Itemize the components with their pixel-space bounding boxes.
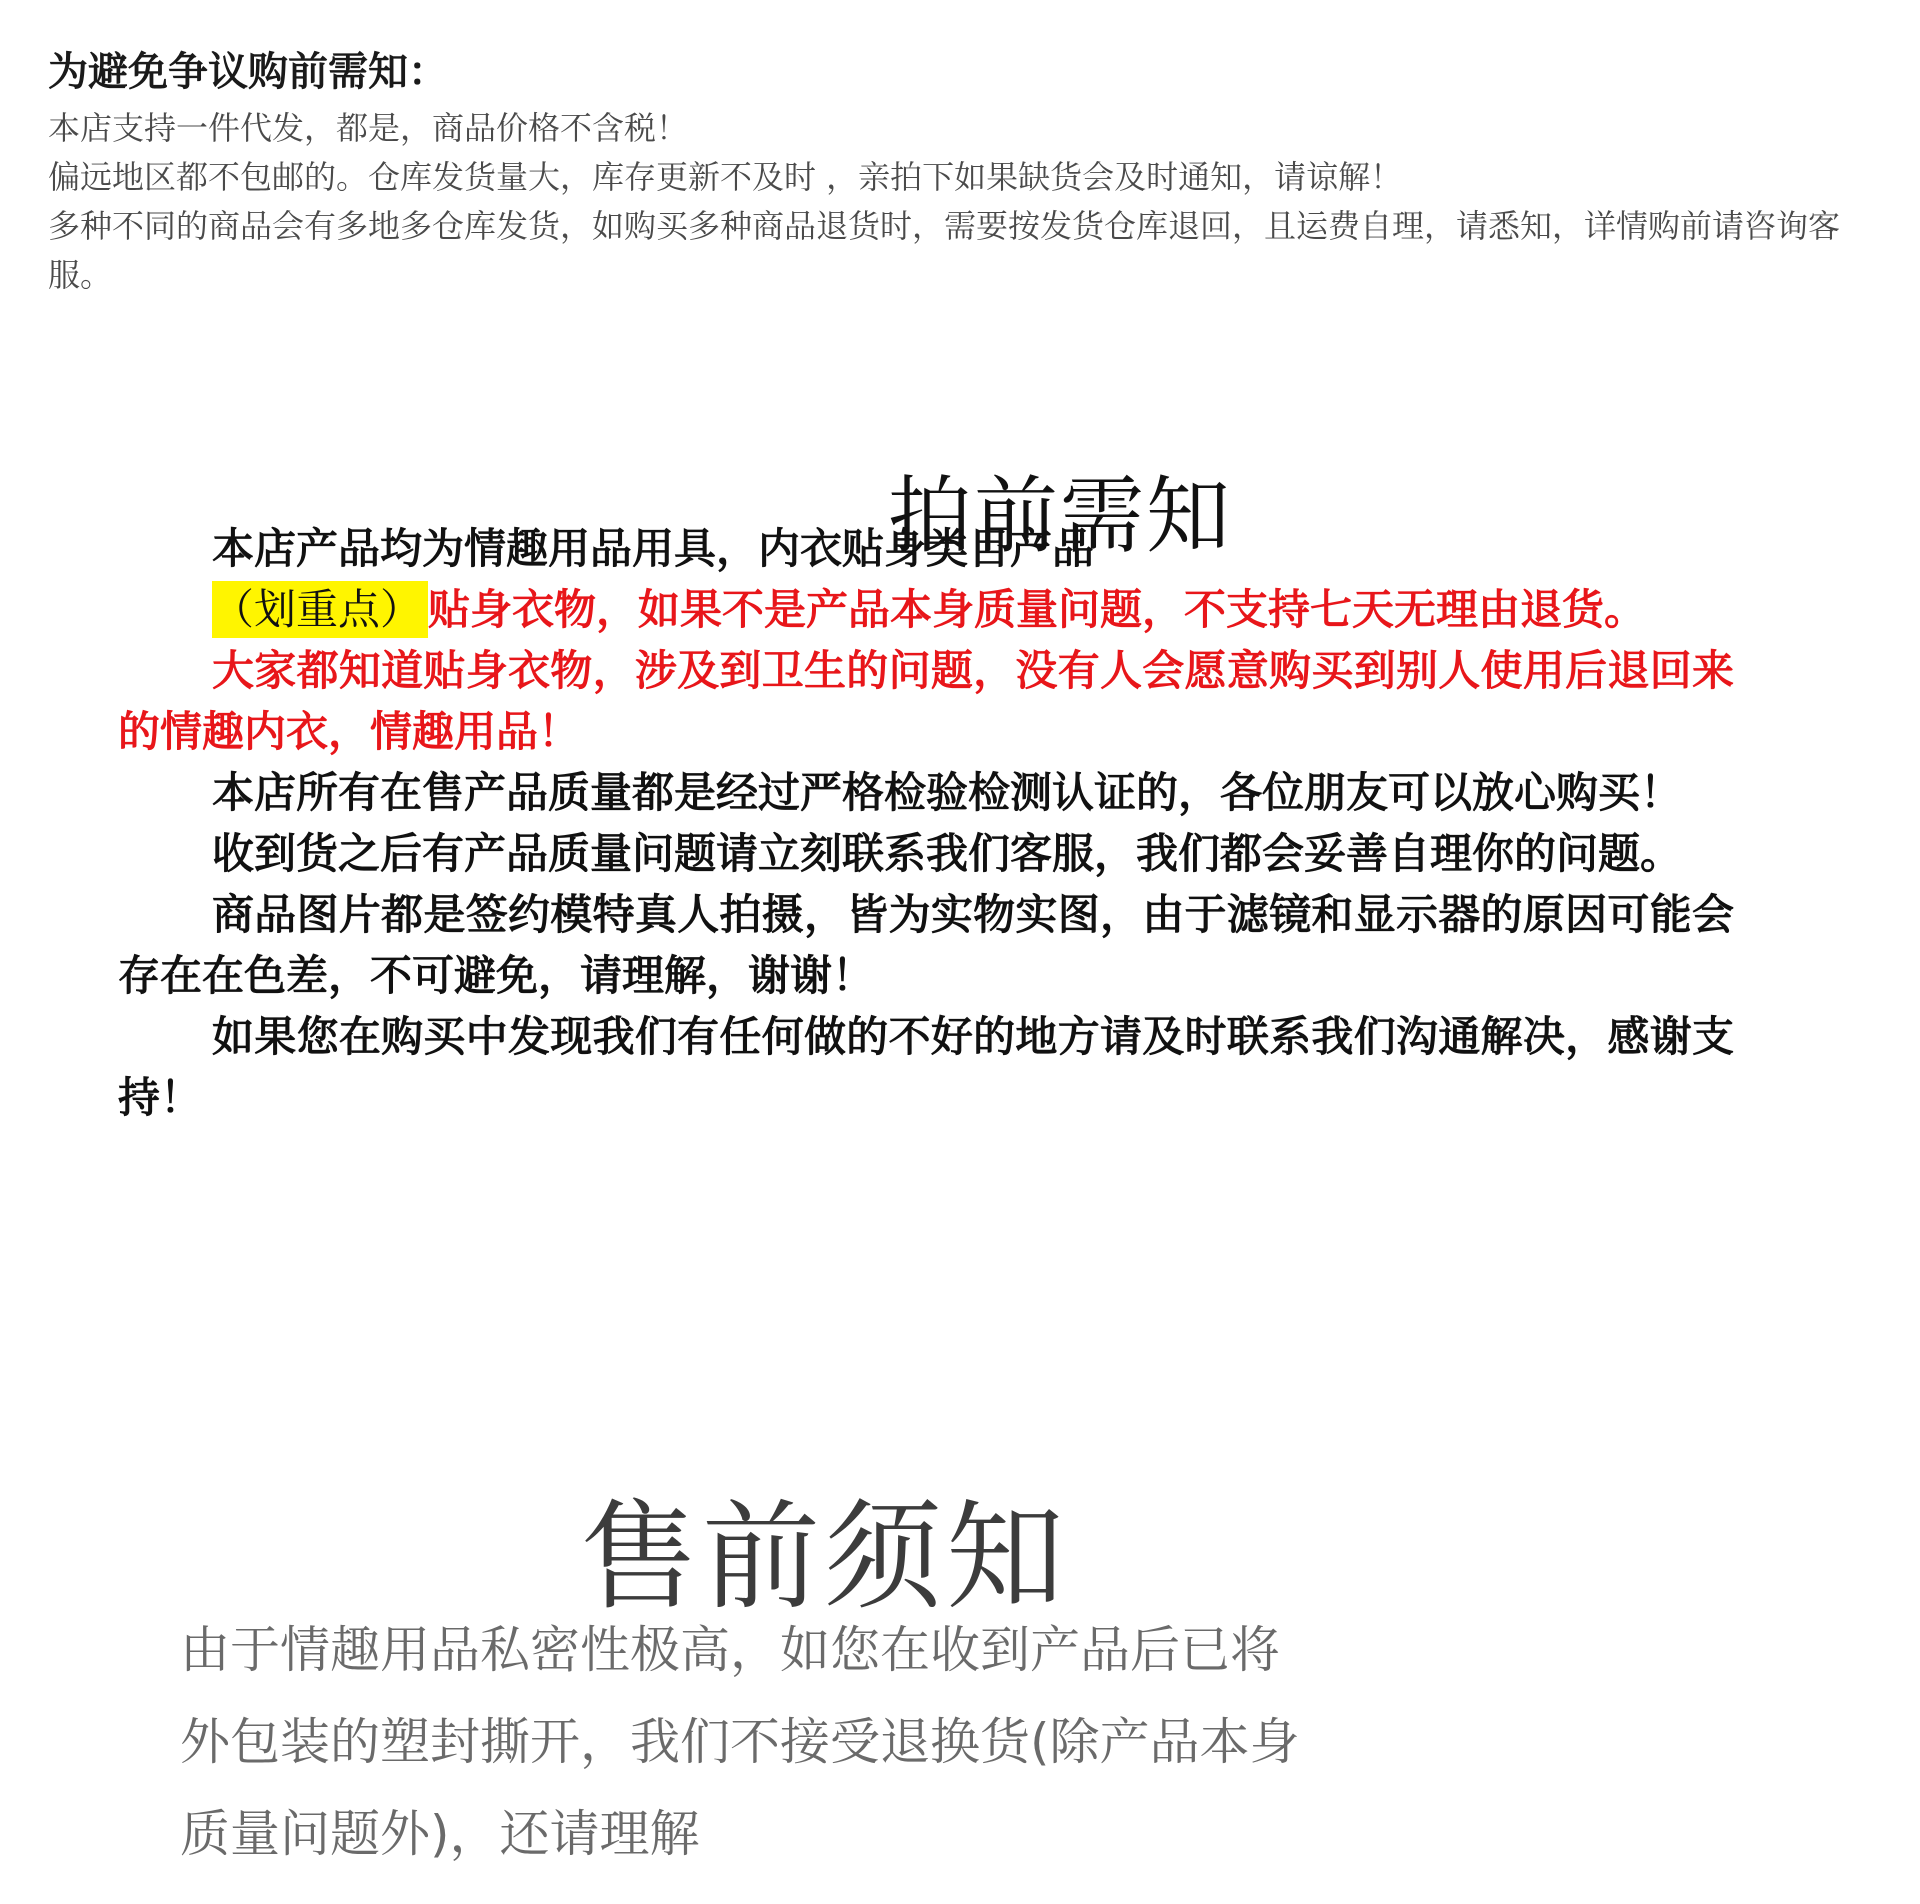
policy-paragraph-important: 大家都知道贴身衣物，涉及到卫生的问题，没有人会愿意购买到别人使用后退回来的情趣内衣，情趣用品！ [118,646,1734,756]
highlight-marker: （划重点） [212,581,428,638]
notice-line: 本店支持一件代发，都是，商品价格不含税！ [48,109,689,147]
notice-title: 为避免争议购前需知： [48,49,448,95]
presale-line: 由于情趣用品私密性极高，如您在收到产品后已将 [180,1621,1280,1679]
before-purchase-heading: 拍前需知 [888,467,1233,566]
notice-line: 多种不同的商品会有多地多仓库发货，如购买多种商品退货时，需要按发货仓库退回，且运费自理，请悉知，详情购前请咨询客服。 [48,207,1841,294]
policy-paragraph: 商品图片都是签约模特真人拍摄，皆为实物实图，由于滤镜和显示器的原因可能会存在在色差，不可避免，请理解，谢谢！ [118,890,1734,1000]
presale-heading: 售前须知 [580,1488,1069,1627]
policy-paragraph: 本店产品均为情趣用品用具，内衣贴身类目产品 [212,524,1095,573]
before-purchase-body [118,518,1734,1128]
policy-paragraph-important [118,579,1734,640]
policy-paragraph: 本店所有在售产品质量都是经过严格检验检测认证的，各位朋友可以放心购买！ [212,768,1683,817]
purchase-notice [48,46,1878,300]
presale-line: 外包装的塑封撕开，我们不接受退换货(除产品本身 [180,1713,1300,1771]
presale-body [180,1604,1420,1880]
policy-paragraph: 如果您在购买中发现我们有任何做的不好的地方请及时联系我们沟通解决，感谢支持！ [118,1012,1734,1122]
notice-line: 偏远地区都不包邮的。仓库发货量大，库存更新不及时 ，亲拍下如果缺货会及时通知，请谅解！ [48,158,1403,196]
presale-line: 质量问题外)，还请理解 [180,1805,700,1863]
policy-paragraph-text: 贴身衣物，如果不是产品本身质量问题，不支持七天无理由退货。 [428,585,1647,634]
policy-paragraph: 收到货之后有产品质量问题请立刻联系我们客服，我们都会妥善自理你的问题。 [212,829,1683,878]
